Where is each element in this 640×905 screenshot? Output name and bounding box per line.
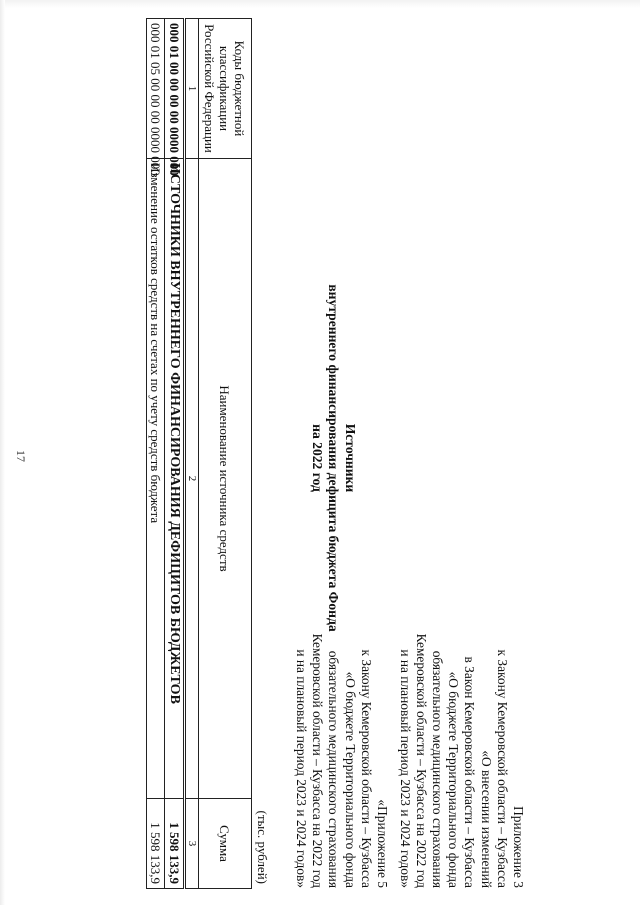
table-row <box>147 19 165 889</box>
title-line: внутреннего финансирования дефицита бюджета Фонда <box>326 284 342 632</box>
appendix-line: и на плановый период 2023 и 2024 годов» <box>293 649 309 888</box>
scan-edge-left <box>0 0 5 905</box>
table-row <box>165 19 185 889</box>
sum-cell: 1 598 133,9 <box>165 799 185 889</box>
source-name-cell: Изменение остатков средств на счетах по учету средств бюджета <box>147 159 165 799</box>
appendix-line: Кемеровской области – Кузбасса на 2022 год <box>413 633 429 888</box>
appendix-3-heading <box>396 488 526 888</box>
appendix-line: «О внесении изменений <box>478 750 494 888</box>
appendix-line: Кемеровской области – Кузбасса на 2022 год <box>310 633 326 888</box>
rotated-page-content <box>95 18 540 898</box>
sum-cell: 1 598 133,9 <box>147 799 165 889</box>
appendix-line: к Закону Кемеровской области – Кузбасса <box>358 649 374 888</box>
appendix-line: обязательного медицинского страхования <box>326 650 342 888</box>
appendix-line: и на плановый период 2023 и 2024 годов» <box>397 649 413 888</box>
page-number: 17 <box>14 450 28 462</box>
column-number: 1 <box>185 19 199 159</box>
scan-edge-top <box>0 0 640 8</box>
appendix-line: к Закону Кемеровской области – Кузбасса <box>494 649 510 888</box>
source-name-cell: ИСТОЧНИКИ ВНУТРЕННЕГО ФИНАНСИРОВАНИЯ ДЕФИЦИТОВ БЮДЖЕТОВ <box>165 159 185 799</box>
column-number-row <box>185 19 199 889</box>
table-header-row <box>199 19 252 889</box>
appendix-line: «О бюджете Территориального фонда <box>342 671 358 888</box>
unit-label: (тыс. рублей) <box>255 810 270 884</box>
title-line: Источники <box>343 423 358 493</box>
appendix-line: Приложение 3 <box>511 806 526 888</box>
appendix-line: «О бюджете Территориального фонда <box>446 671 462 888</box>
appendix-line: «Приложение 5 <box>375 799 390 888</box>
title-line: на 2022 год <box>310 424 325 492</box>
appendix-line: в Закон Кемеровской области – Кузбасса <box>462 656 478 888</box>
appendix-line: обязательного медицинского страхования <box>429 650 445 888</box>
budget-code-cell: 000 01 00 00 00 00 0000 000 <box>165 19 185 159</box>
column-header-sum: Сумма <box>199 799 252 889</box>
column-number: 3 <box>185 799 199 889</box>
financing-sources-table <box>147 18 253 889</box>
document-title <box>309 18 359 898</box>
column-number: 2 <box>185 159 199 799</box>
column-header-codes: Коды бюджетной классификации Российской Федерации <box>199 19 252 159</box>
budget-code-cell: 000 01 05 00 00 00 0000 000 <box>147 19 165 159</box>
column-header-name: Наименование источника средств <box>199 159 252 799</box>
